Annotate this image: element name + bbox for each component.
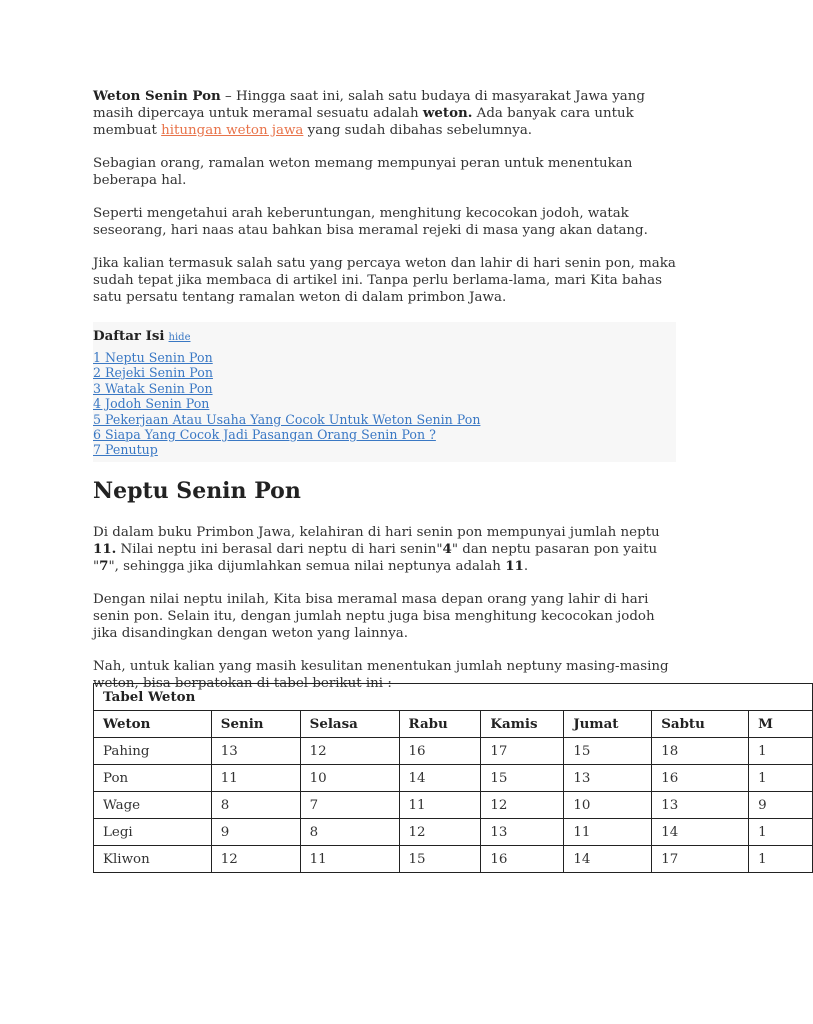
table-row <box>94 846 813 873</box>
intro-paragraph <box>93 88 683 139</box>
neptu-paragraph-1 <box>93 524 683 575</box>
table-cell: Pon <box>94 765 212 792</box>
toc-item-4[interactable]: 4 Jodoh Senin Pon <box>93 396 210 412</box>
neptu-text-e: ", sehingga jika dijumlahkan semua nilai neptunya adalah <box>108 558 506 574</box>
table-of-contents <box>93 322 676 462</box>
table-cell: 17 <box>652 846 749 873</box>
table-cell: 10 <box>564 792 652 819</box>
weton-table-wrapper <box>93 683 773 871</box>
table-row <box>94 819 813 846</box>
neptu-text-f: . <box>523 558 529 574</box>
table-cell: Wage <box>94 792 212 819</box>
table-cell: 12 <box>399 819 481 846</box>
table-cell: 15 <box>564 738 652 765</box>
intro-text-1: – Hingga saat ini, salah satu budaya di masyarakat Jawa yang masih dipercaya untuk meramal sesuatu adalah <box>93 89 645 121</box>
table-cell: 1 <box>749 819 813 846</box>
table-row <box>94 765 813 792</box>
toc-item-2[interactable]: 2 Rejeki Senin Pon <box>93 365 213 381</box>
table-cell: 14 <box>399 765 481 792</box>
intro-bold-weton: weton. <box>422 105 473 121</box>
paragraph-1: Sebagian orang, ramalan weton memang mempunyai peran untuk menentukan beberapa hal. <box>93 156 633 188</box>
table-header: Jumat <box>564 711 652 738</box>
table-cell: 12 <box>481 792 564 819</box>
table-cell: 9 <box>749 792 813 819</box>
neptu-bold-4: 4 <box>442 540 452 557</box>
table-cell: 14 <box>564 846 652 873</box>
table-cell: 13 <box>481 819 564 846</box>
table-cell: 1 <box>749 846 813 873</box>
neptu-bold-11a: 11. <box>93 540 117 557</box>
table-header: Kamis <box>481 711 564 738</box>
toc-title: Daftar Isi <box>93 328 165 344</box>
toc-item-7[interactable]: 7 Penutup <box>93 442 158 458</box>
table-cell: 12 <box>300 738 399 765</box>
table-cell: 8 <box>300 819 399 846</box>
table-cell: Pahing <box>94 738 212 765</box>
weton-table <box>93 683 813 873</box>
intro-text-2: Ada banyak cara untuk membuat <box>93 106 634 138</box>
neptu-text-d: " dan neptu pasaran pon yaitu " <box>93 541 658 574</box>
intro-text-3: yang sudah dibahas sebelumnya. <box>303 123 533 138</box>
table-cell: 10 <box>300 765 399 792</box>
toc-hide-link[interactable]: hide <box>168 332 191 343</box>
table-cell: 13 <box>564 765 652 792</box>
table-header: Sabtu <box>652 711 749 738</box>
table-cell: 13 <box>652 792 749 819</box>
table-cell: 7 <box>300 792 399 819</box>
table-caption: Tabel Weton <box>94 684 813 711</box>
table-cell: 12 <box>211 846 300 873</box>
table-cell: Legi <box>94 819 212 846</box>
neptu-bold-11b: 11 <box>505 557 524 574</box>
table-header: Selasa <box>300 711 399 738</box>
table-cell: 15 <box>481 765 564 792</box>
neptu-paragraph-2: Dengan nilai neptu inilah, Kita bisa meramal masa depan orang yang lahir di hari senin pon. Selain itu, dengan jumlah neptu juga bisa menghitung kecocokan jodoh jika disandingkan dengan weton yang lainnya. <box>93 591 655 641</box>
table-caption-row <box>94 684 813 711</box>
table-cell: 9 <box>211 819 300 846</box>
table-header: Rabu <box>399 711 481 738</box>
table-cell: 1 <box>749 738 813 765</box>
table-cell: 18 <box>652 738 749 765</box>
neptu-text-c: Nilai neptu ini berasal dari neptu di hari senin" <box>116 541 443 557</box>
hitungan-weton-link[interactable]: hitungan weton jawa <box>161 123 304 138</box>
table-cell: 8 <box>211 792 300 819</box>
table-header-row <box>94 711 813 738</box>
table-cell: 15 <box>399 846 481 873</box>
neptu-text-a: Di dalam buku Primbon Jawa, kelahiran di hari senin pon mempunyai jumlah neptu <box>93 524 660 540</box>
table-header: Weton <box>94 711 212 738</box>
table-cell: Kliwon <box>94 846 212 873</box>
paragraph-2: Seperti mengetahui arah keberuntungan, menghitung kecocokan jodoh, watak seseorang, hari naas atau bahkan bisa meramal rejeki di masa yang akan datang. <box>93 206 648 238</box>
table-row <box>94 792 813 819</box>
table-cell: 17 <box>481 738 564 765</box>
table-row <box>94 738 813 765</box>
table-cell: 11 <box>564 819 652 846</box>
table-cell: 13 <box>211 738 300 765</box>
table-cell: 1 <box>749 765 813 792</box>
table-cell: 16 <box>399 738 481 765</box>
article-body <box>93 88 683 708</box>
neptu-bold-7: 7 <box>99 557 109 574</box>
toc-header <box>93 328 676 346</box>
table-cell: 16 <box>481 846 564 873</box>
table-cell: 11 <box>211 765 300 792</box>
toc-item-6[interactable]: 6 Siapa Yang Cocok Jadi Pasangan Orang Senin Pon ? <box>93 427 436 443</box>
table-header: Senin <box>211 711 300 738</box>
section-heading: Neptu Senin Pon <box>93 477 301 504</box>
neptu-paragraph-3: Nah, untuk kalian yang masih kesulitan menentukan jumlah neptuny masing-masing weton, bisa berpatokan di tabel berikut ini : <box>93 658 669 691</box>
intro-title: Weton Senin Pon <box>93 88 221 104</box>
table-cell: 16 <box>652 765 749 792</box>
toc-item-5[interactable]: 5 Pekerjaan Atau Usaha Yang Cocok Untuk Weton Senin Pon <box>93 411 481 427</box>
toc-item-1[interactable]: 1 Neptu Senin Pon <box>93 350 213 365</box>
toc-item-3[interactable]: 3 Watak Senin Pon <box>93 380 213 396</box>
paragraph-3: Jika kalian termasuk salah satu yang percaya weton dan lahir di hari senin pon, maka sudah tepat jika membaca di artikel ini. Tanpa perlu berlama-lama, mari Kita bahas satu persatu tentang ramalan weton di dalam primbon Jawa. <box>93 256 676 305</box>
table-header: M <box>749 711 813 738</box>
table-cell: 11 <box>300 846 399 873</box>
table-cell: 14 <box>652 819 749 846</box>
table-cell: 11 <box>399 792 481 819</box>
